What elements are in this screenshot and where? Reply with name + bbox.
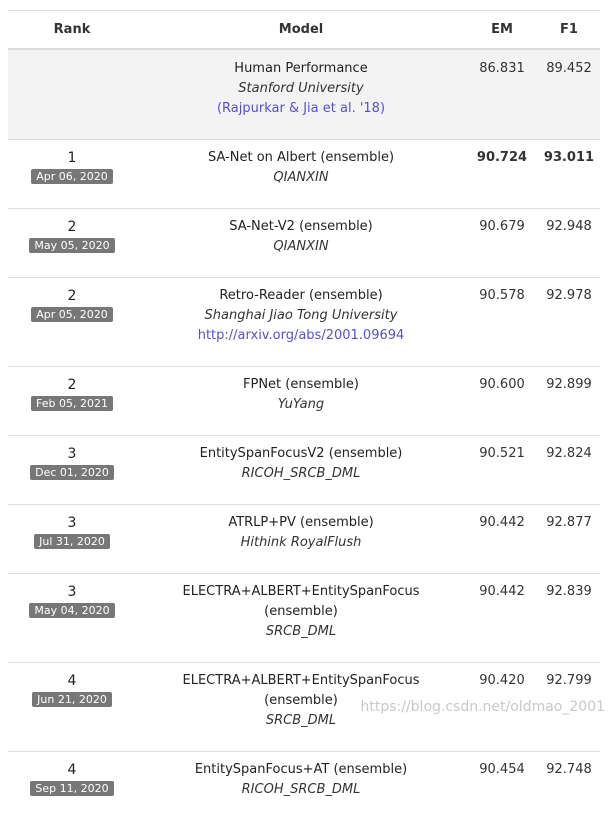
model-name-cont: (ensemble) [136, 602, 466, 622]
table-row [8, 752, 600, 820]
institution: YuYang [136, 395, 466, 415]
human-performance-row [8, 49, 600, 140]
model-name: SA-Net-V2 (ensemble) [136, 217, 466, 237]
institution: SRCB_DML [136, 622, 466, 642]
model-name: ATRLP+PV (ensemble) [136, 513, 466, 533]
model-name-cont: (ensemble) [136, 691, 466, 711]
em-cell: 90.578 [466, 278, 538, 367]
institution: Shanghai Jiao Tong University [136, 306, 466, 326]
institution: SRCB_DML [136, 711, 466, 731]
rank-cell [8, 49, 136, 140]
em-cell: 90.442 [466, 574, 538, 663]
model-cell [136, 367, 466, 436]
f1-cell: 92.748 [538, 752, 600, 820]
em-cell: 90.454 [466, 752, 538, 820]
table-row [8, 278, 600, 367]
model-cell [136, 436, 466, 505]
table-row [8, 140, 600, 209]
em-cell: 90.442 [466, 505, 538, 574]
rank-number: 2 [8, 219, 136, 236]
rank-number: 2 [8, 377, 136, 394]
paper-link[interactable]: http://arxiv.org/abs/2001.09694 [136, 326, 466, 346]
f1-cell: 89.452 [538, 49, 600, 140]
f1-cell: 92.799 [538, 663, 600, 752]
f1-cell: 92.899 [538, 367, 600, 436]
model-cell [136, 505, 466, 574]
date-badge: May 05, 2020 [29, 238, 114, 253]
em-cell: 86.831 [466, 49, 538, 140]
model-name: Human Performance [136, 59, 466, 79]
rank-number: 4 [8, 762, 136, 779]
model-cell [136, 752, 466, 820]
model-cell [136, 209, 466, 278]
model-name: FPNet (ensemble) [136, 375, 466, 395]
institution: QIANXIN [136, 237, 466, 257]
rank-cell [8, 140, 136, 209]
date-badge: Jun 21, 2020 [32, 692, 112, 707]
institution: QIANXIN [136, 168, 466, 188]
reference-link[interactable]: (Rajpurkar & Jia et al. '18) [136, 99, 466, 119]
rank-number: 3 [8, 446, 136, 463]
f1-cell: 92.948 [538, 209, 600, 278]
em-header: EM [466, 11, 538, 50]
model-cell [136, 278, 466, 367]
institution: Hithink RoyalFlush [136, 533, 466, 553]
table-row [8, 436, 600, 505]
institution: RICOH_SRCB_DML [136, 780, 466, 800]
date-badge: Jul 31, 2020 [34, 534, 110, 549]
rank-cell [8, 278, 136, 367]
model-name: ELECTRA+ALBERT+EntitySpanFocus [136, 582, 466, 602]
model-name: EntitySpanFocusV2 (ensemble) [136, 444, 466, 464]
watermark: https://blog.csdn.net/oldmao_2001 [360, 699, 605, 715]
institution: Stanford University [136, 79, 466, 99]
em-cell: 90.600 [466, 367, 538, 436]
f1-header: F1 [538, 11, 600, 50]
date-badge: Apr 05, 2020 [31, 307, 113, 322]
f1-cell: 92.839 [538, 574, 600, 663]
f1-cell: 92.877 [538, 505, 600, 574]
table-row [8, 367, 600, 436]
date-badge: Sep 11, 2020 [30, 781, 113, 796]
f1-cell: 92.824 [538, 436, 600, 505]
model-name: EntitySpanFocus+AT (ensemble) [136, 760, 466, 780]
table-row [8, 574, 600, 663]
model-name: ELECTRA+ALBERT+EntitySpanFocus [136, 671, 466, 691]
rank-number: 1 [8, 150, 136, 167]
rank-cell [8, 209, 136, 278]
table-row [8, 209, 600, 278]
date-badge: Feb 05, 2021 [31, 396, 113, 411]
rank-cell [8, 505, 136, 574]
rank-number: 3 [8, 584, 136, 601]
em-cell: 90.679 [466, 209, 538, 278]
rank-header: Rank [8, 11, 136, 50]
rank-cell [8, 574, 136, 663]
model-cell [136, 140, 466, 209]
model-cell [136, 49, 466, 140]
f1-cell: 93.011 [538, 140, 600, 209]
rank-cell [8, 752, 136, 820]
model-cell [136, 574, 466, 663]
date-badge: Apr 06, 2020 [31, 169, 113, 184]
model-name: Retro-Reader (ensemble) [136, 286, 466, 306]
model-name: SA-Net on Albert (ensemble) [136, 148, 466, 168]
f1-cell: 92.978 [538, 278, 600, 367]
institution: RICOH_SRCB_DML [136, 464, 466, 484]
em-cell: 90.724 [466, 140, 538, 209]
rank-cell [8, 367, 136, 436]
model-header: Model [136, 11, 466, 50]
header-row [8, 11, 600, 50]
rank-cell [8, 663, 136, 752]
em-cell: 90.521 [466, 436, 538, 505]
table-row [8, 505, 600, 574]
em-cell: 90.420 [466, 663, 538, 752]
rank-number: 2 [8, 288, 136, 305]
rank-number: 3 [8, 515, 136, 532]
rank-number: 4 [8, 673, 136, 690]
date-badge: May 04, 2020 [29, 603, 114, 618]
rank-cell [8, 436, 136, 505]
date-badge: Dec 01, 2020 [30, 465, 114, 480]
